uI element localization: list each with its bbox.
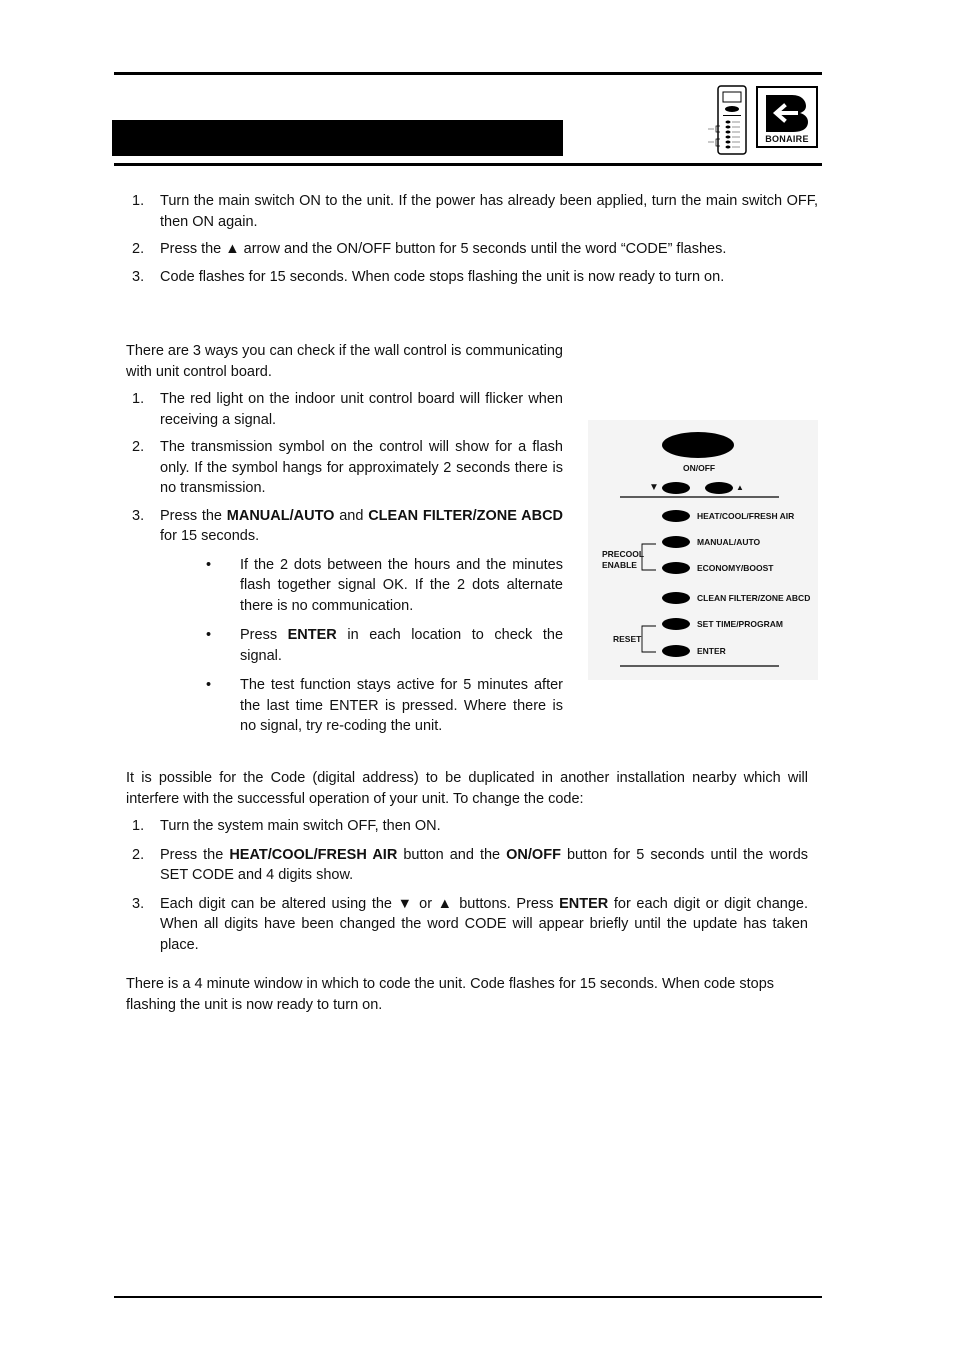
down-arrow-icon: ▼ (649, 482, 659, 493)
list-item: 3. Each digit can be altered using the ▼ or ▲ buttons. Press ENTER for each digit or digit change. When all digits have been changed the word CODE will appear briefly until the update has taken place. (132, 895, 808, 953)
bonaire-logo (756, 86, 818, 148)
list-item: 3. Code flashes for 15 seconds. When code stops flashing the unit is now ready to turn on. (132, 268, 725, 285)
list-item: 1. Turn the system main switch OFF, then ON. (132, 818, 441, 834)
down-button-shape (662, 482, 690, 494)
header-bottom-rule (114, 163, 822, 166)
list-item: 3. Press the MANUAL/AUTO and CLEAN FILTER/ZONE ABCD for 15 seconds. • If the 2 dots between the hours and the minutes flash together signal OK. If the 2 dots alternate there is no communication. • Press ENTER in each location to check the signal. • The test function stays active for 5 minutes after the last time ENTER is pressed. Where there is no signal, try re-coding the unit. (126, 506, 563, 737)
list-item: 2. The transmission symbol on the control will show for a flash only. If the symbol hangs for approximately 2 seconds there is no transmission. (132, 439, 563, 496)
header-top-rule (114, 72, 822, 75)
up-arrow-icon: ▲ (736, 483, 744, 492)
enter-label: ENTER (697, 646, 726, 656)
list-item: 2. Press the HEAT/COOL/FRESH AIR button and the ON/OFF button for 5 seconds until the words SET CODE and 4 digits show. (132, 846, 809, 883)
footer-rule (114, 1296, 822, 1298)
bullet-item: • Press ENTER in each location to check the signal. (206, 627, 564, 664)
code-window-note: There is a 4 minute window in which to code the unit. Code flashes for 15 seconds. When code stops flashing the unit is now ready to turn on. (126, 976, 775, 1013)
clean-filter-zone-label: CLEAN FILTER/ZONE ABCD (697, 593, 811, 603)
on-off-label: ON/OFF (683, 463, 716, 473)
manual-auto-label: MANUAL/AUTO (697, 537, 761, 547)
signal-check-list (126, 389, 563, 746)
set-time-program-label: SET TIME/PROGRAM (697, 619, 783, 629)
wall-control-icon (698, 84, 750, 156)
bullet-item: • The test function stays active for 5 minutes after the last time ENTER is pressed. Where there is no signal, try re-coding the unit. (206, 677, 563, 734)
list-item: 1. The red light on the indoor unit control board will flicker when receiving a signal. (132, 391, 563, 428)
section-title-bar (112, 120, 563, 156)
code-steps-list (126, 191, 818, 294)
list-item: 1. Turn the main switch ON to the unit. If the power has already been applied, turn the main switch OFF, then ON again. (132, 193, 818, 230)
bonaire-logo-icon (758, 91, 816, 135)
up-button-shape (705, 482, 733, 494)
bullet-list (160, 555, 563, 737)
wall-control-diagram (588, 420, 818, 680)
heat-cool-fresh-air-label: HEAT/COOL/FRESH AIR (697, 511, 795, 521)
on-off-button-shape (662, 432, 734, 458)
precool-label: PRECOOL (602, 549, 645, 559)
change-code-list (126, 816, 808, 963)
list-item: 2. Press the ▲ arrow and the ON/OFF button for 5 seconds until the word “CODE” flashes. (132, 241, 727, 257)
reset-label: RESET (613, 634, 642, 644)
signal-check-intro: There are 3 ways you can check if the wall control is communicating with unit control board. (126, 343, 563, 380)
logo-wordmark: BONAIRE (765, 134, 809, 144)
bullet-item: • If the 2 dots between the hours and the minutes flash together signal OK. If the 2 dots alternate there is no communication. (206, 556, 563, 614)
enable-label: ENABLE (602, 560, 637, 570)
change-code-intro: It is possible for the Code (digital address) to be duplicated in another installation nearby which will interfere with the successful operation of your unit. To change the code: (126, 770, 808, 807)
economy-boost-label: ECONOMY/BOOST (697, 563, 774, 573)
